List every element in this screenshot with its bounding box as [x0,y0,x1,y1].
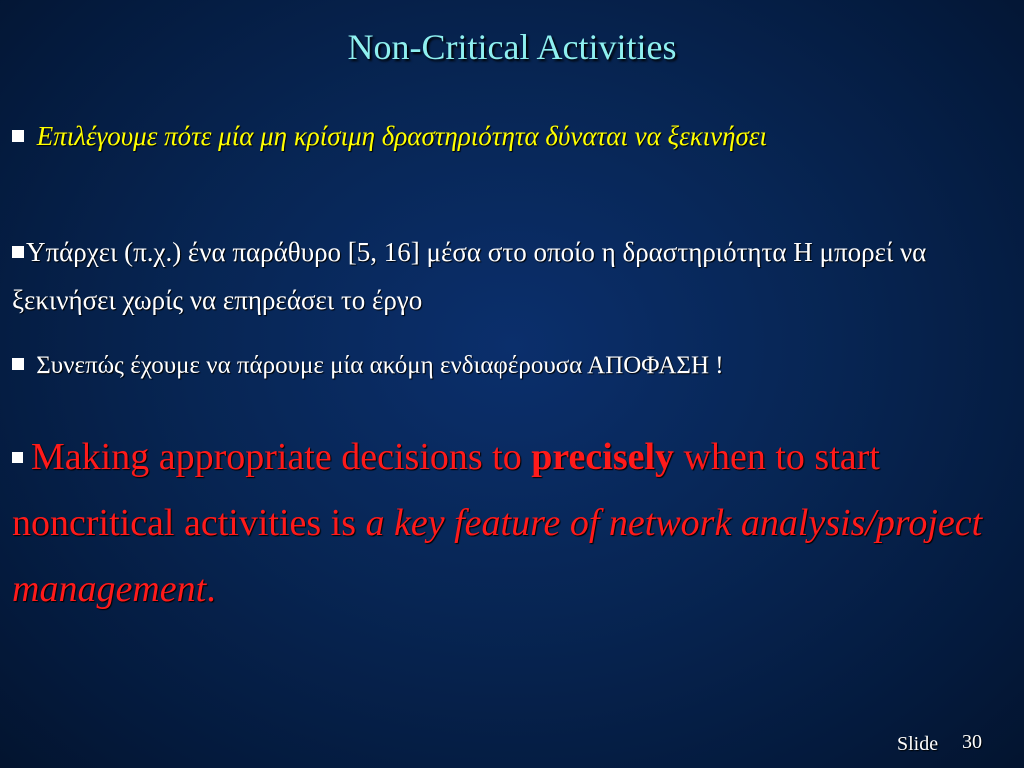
bullet-text-part2: when to start noncritical activities is [12,436,880,544]
bullet-text: Επιλέγουμε πότε μία μη κρίσιμη δραστηριότητα δύναται να ξεκινήσει [36,121,768,151]
bullet-square-icon [12,246,24,258]
bullet-text: Συνεπώς έχουμε να πάρουμε μία ακόμη ενδιαφέρουσα ΑΠΟΦΑΣΗ ! [36,352,724,379]
bullet-text: Υπάρχει (π.χ.) ένα παράθυρο [5, 16] μέσα στο οποίο η δραστηριότητα Η μπορεί να ξεκινήσει χωρίς να επηρεάσει το έργο [12,237,927,315]
bullet-square-icon [12,130,24,142]
bullet-square-icon [12,452,23,463]
bullet-choose-start [12,112,1016,160]
bullet-text-italic: a key feature of network analysis/project management [12,502,983,610]
slide-title: Non-Critical Activities [347,27,677,67]
bullet-text-part1: Making appropriate decisions to [31,436,532,478]
bullet-decision [12,346,1016,386]
bullet-window [12,228,1016,324]
bullet-square-icon [12,358,24,370]
bullet-key-feature [12,424,1016,622]
slide-number: 30 [962,731,982,753]
bullet-text-end: . [206,568,216,610]
bullet-text-bold: precisely [531,436,675,478]
slide-label: Slide [897,733,939,755]
